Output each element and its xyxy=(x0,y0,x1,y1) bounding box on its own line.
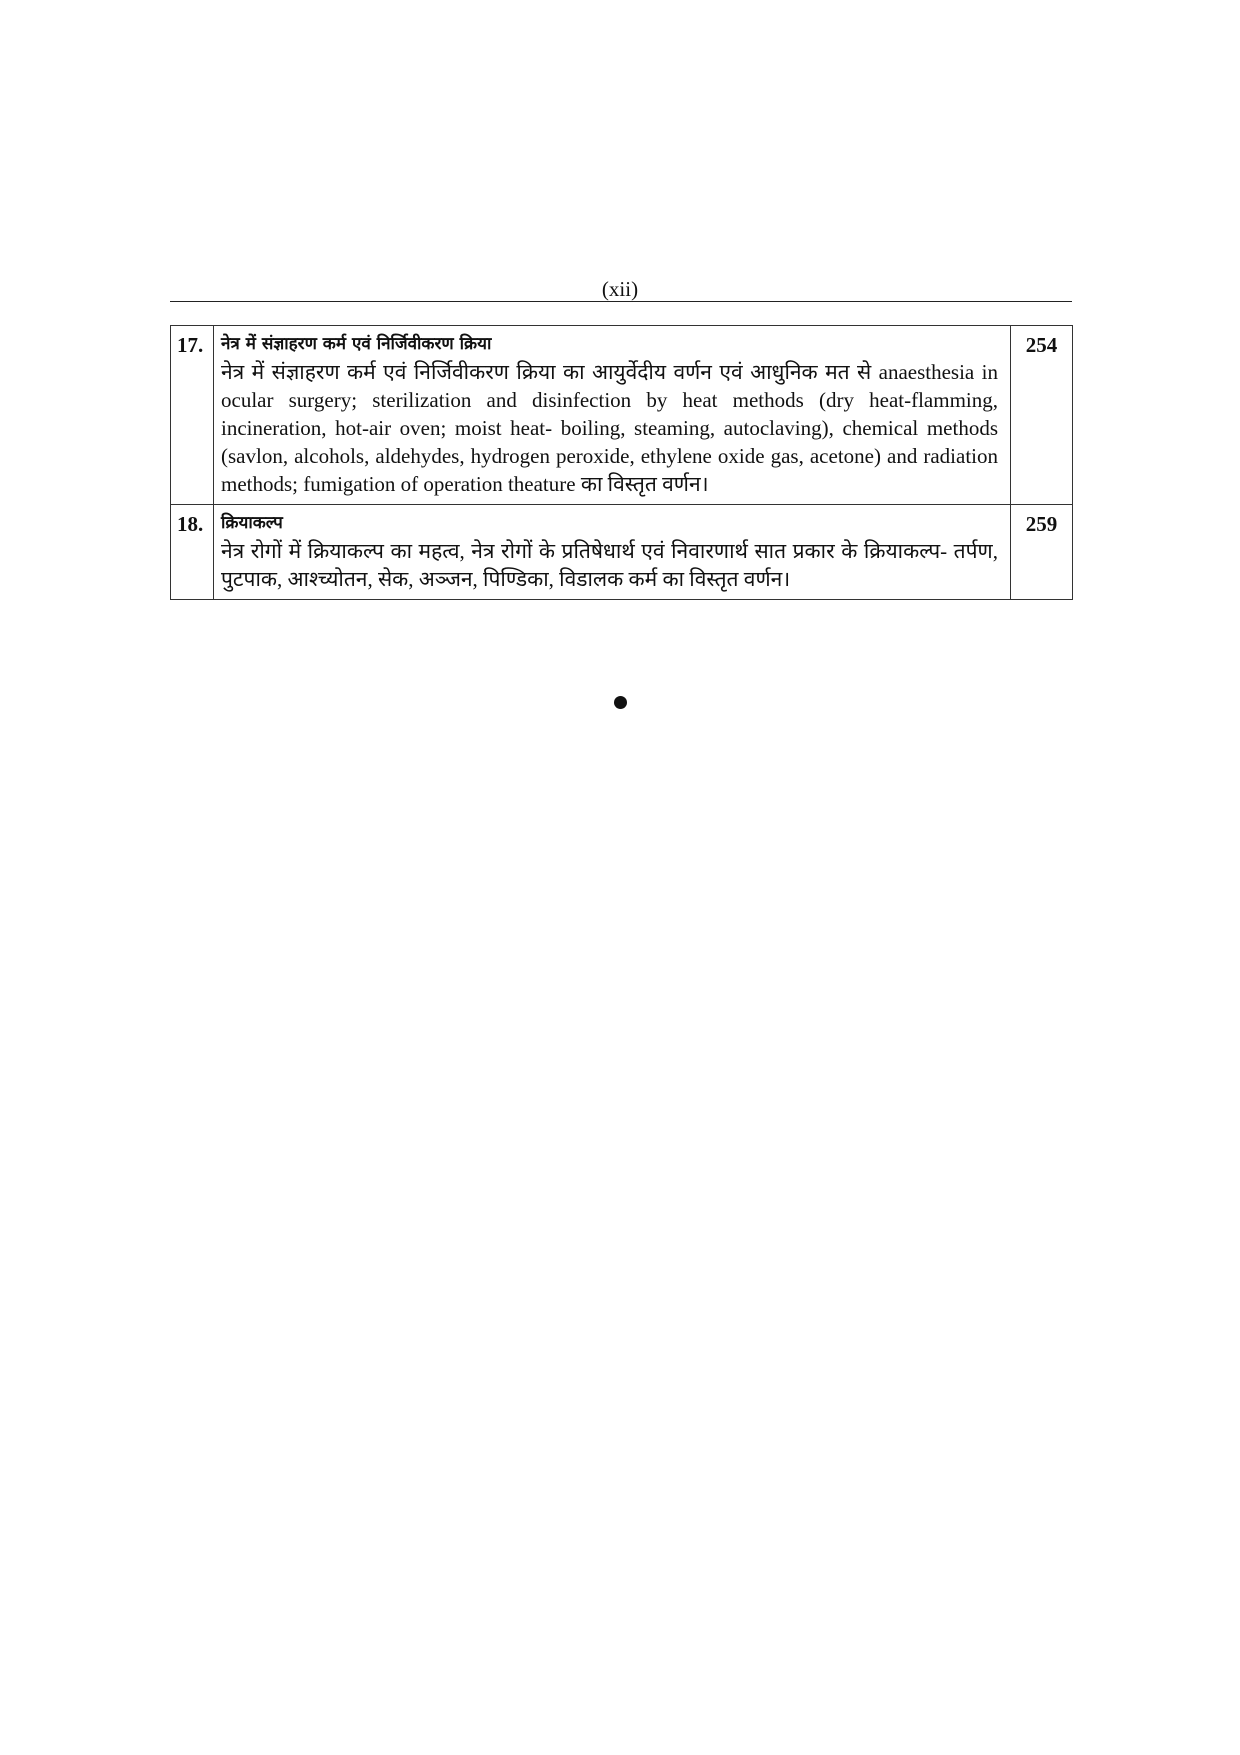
table-row xyxy=(171,505,1073,600)
topic-description: नेत्र रोगों में क्रियाकल्प का महत्व, नेत्र रोगों के प्रतिषेधार्थ एवं निवारणार्थ सात प्रकार के क्रियाकल्प- तर्पण, पुटपाक, आश्च्योतन, सेक, अञ्जन, पिण्डिका, विडालक कर्म का विस्तृत वर्णन। xyxy=(221,539,998,591)
topic-title: क्रियाकल्प xyxy=(221,513,283,533)
page-ref: 259 xyxy=(1011,505,1073,600)
page-number: (xii) xyxy=(601,277,639,301)
page-ref: 254 xyxy=(1011,326,1073,505)
end-bullet-icon xyxy=(614,696,627,709)
table-row xyxy=(171,326,1073,505)
row-content xyxy=(214,326,1011,505)
header-rule xyxy=(170,301,1072,302)
row-number: 18. xyxy=(171,505,214,600)
row-content xyxy=(214,505,1011,600)
row-number: 17. xyxy=(171,326,214,505)
contents-table xyxy=(170,325,1073,600)
topic-description: नेत्र में संज्ञाहरण कर्म एवं निर्जिवीकरण क्रिया का आयुर्वेदीय वर्णन एवं आधुनिक मत से anaesthesia in ocular surgery; sterilization and disinfection by heat methods (dry heat-flamming, incineration, hot-air oven; moist heat- boiling, steaming, autoclaving), chemical methods (savlon, alcohols, aldehydes, hydrogen peroxide, ethylene oxide gas, acetone) and radiation methods; fumigation of operation theature का विस्तृत वर्णन। xyxy=(221,360,998,496)
topic-title: नेत्र में संज्ञाहरण कर्म एवं निर्जिवीकरण क्रिया xyxy=(221,334,492,354)
